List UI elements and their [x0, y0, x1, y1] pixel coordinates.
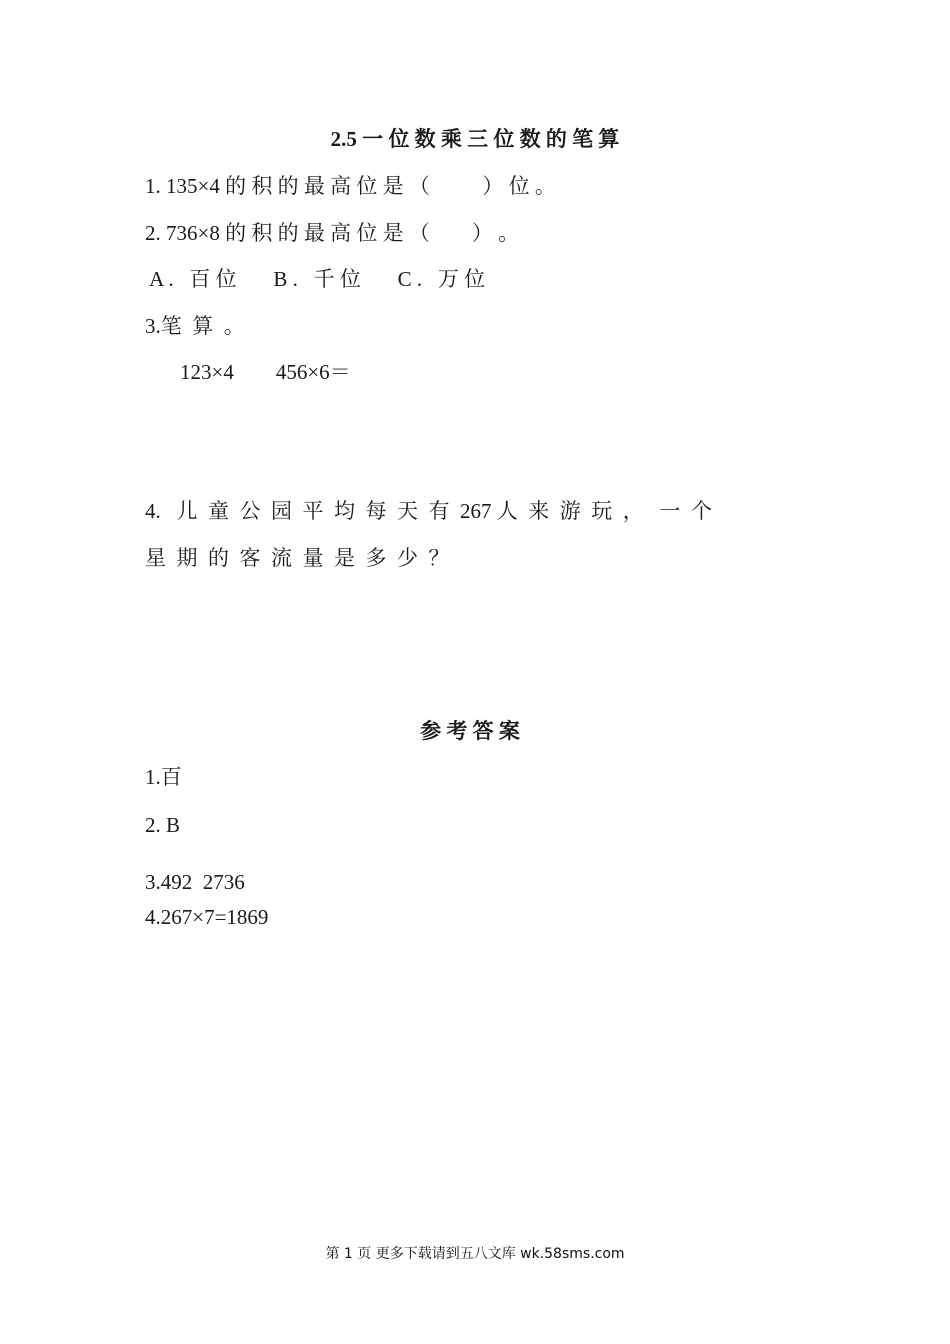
question-4-line-1: 4. 儿 童 公 园 平 均 每 天 有 267 人 来 游 玩 ， 一 个 — [145, 499, 712, 523]
question-2-options: A . 百 位 B . 千 位 C . 万 位 — [145, 267, 486, 291]
question-2: 2. 736×8 的 积 的 最 高 位 是 （ ） 。 — [145, 221, 520, 245]
question-3-expressions: 123×4 456×6＝ — [180, 360, 351, 384]
page-footer: 第 1 页 更多下载请到五八文库 wk.58sms.com — [325, 1246, 625, 1262]
answer-1: 1.百 — [145, 765, 182, 789]
answer-4: 4.267×7=1869 — [145, 905, 269, 929]
question-4-line-2: 星 期 的 客 流 量 是 多 少 ？ — [145, 546, 450, 570]
worksheet-title: 2.5 一 位 数 乘 三 位 数 的 笔 算 — [330, 127, 620, 151]
answer-key-title: 参 考 答 案 — [420, 719, 520, 743]
question-3: 3.笔 算 。 — [145, 314, 245, 338]
answer-3: 3.492 2736 — [145, 870, 245, 894]
answer-2: 2. B — [145, 813, 181, 837]
question-1: 1. 135×4 的 积 的 最 高 位 是 （ ） 位 。 — [145, 174, 556, 198]
